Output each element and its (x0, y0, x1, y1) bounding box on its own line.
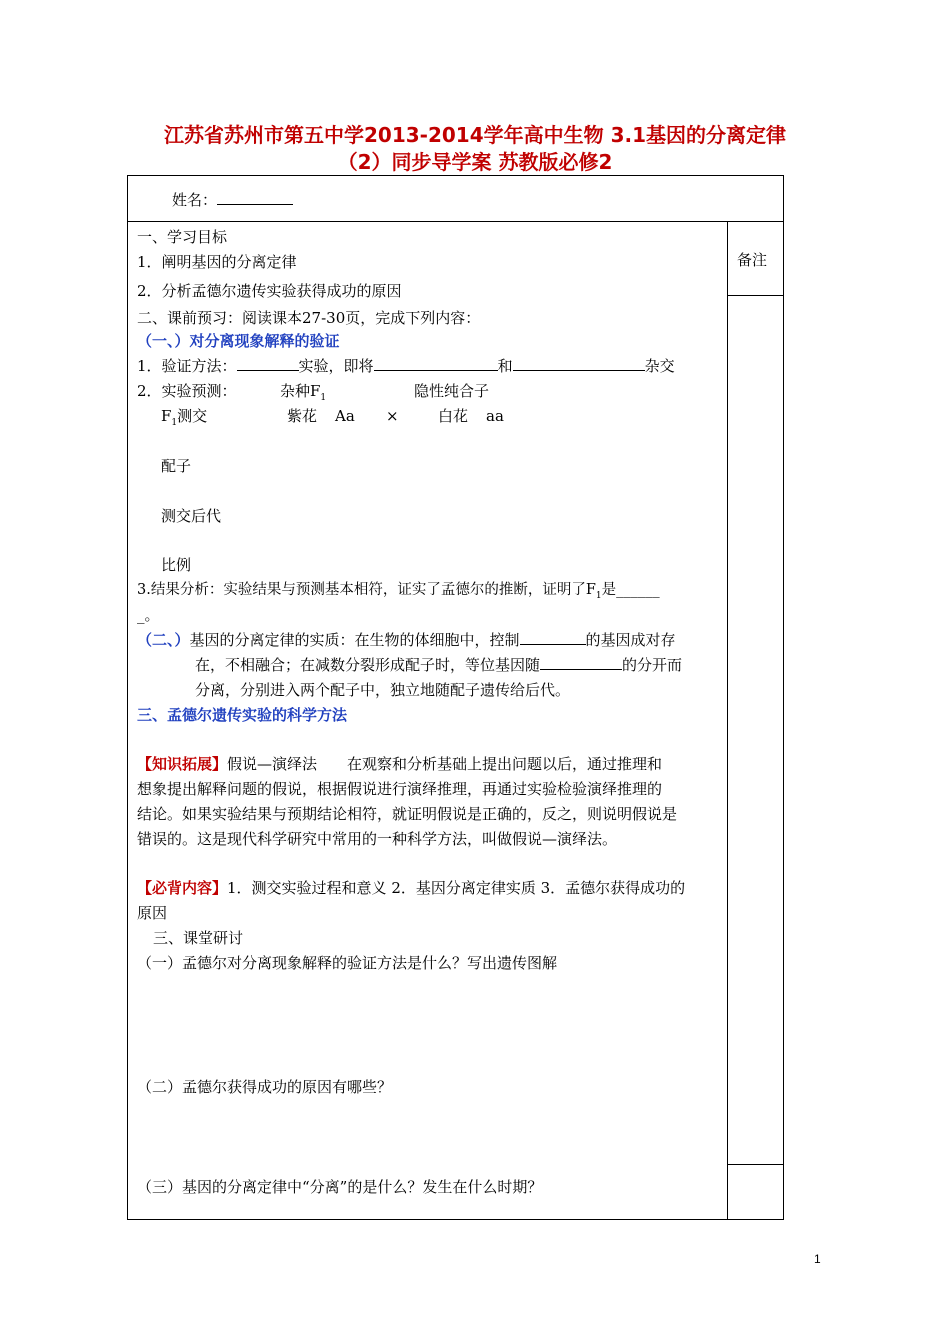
must-memorize-label: 【必背内容】 (137, 879, 228, 897)
extension-label: 【知识拓展】 (137, 755, 228, 773)
extension-line-1 (137, 754, 662, 774)
essence-line-1 (137, 630, 676, 650)
question-2: （二）孟德尔获得成功的原因有哪些？ (137, 1078, 393, 1096)
must-memorize-line-1 (137, 878, 685, 898)
section-discussion-heading: 三、课堂研讨 (153, 929, 244, 947)
extension-line-2: 想象提出解释问题的假说，根据假说进行演绎推理，再通过实验检验演绎推理的 (137, 780, 663, 798)
essence-text-4: 的分开而 (622, 656, 683, 674)
objective-2: 2．分析孟德尔遗传实验获得成功的原因 (137, 282, 402, 300)
gamete-label: 配子 (161, 457, 192, 475)
extension-line-3: 结论。如果实验结果与预期结论相符，就证明假说是正确的，反之，则说明假说是 (137, 805, 678, 823)
remarks-label: 备注 (737, 251, 768, 269)
remarks-bottom-cell (727, 1164, 784, 1220)
cross-genotype-aa-lower: aa (486, 407, 504, 425)
name-label: 姓名： (172, 191, 218, 209)
cross-times-symbol: × (386, 407, 399, 425)
verify-method-line (137, 356, 675, 376)
objective-1: 1．阐明基因的分离定律 (137, 253, 297, 271)
must-memorize-line-2: 原因 (137, 904, 168, 922)
blank-separation (540, 655, 622, 670)
document-title-line1: 江苏省苏州市第五中学2013-2014学年高中生物 3.1基因的分离定律 (163, 123, 787, 147)
cross-f1: $F_1$测交 (161, 407, 208, 428)
ratio-label: 比例 (161, 556, 192, 574)
blank-control (520, 630, 586, 645)
essence-text-3: 在，不相融合；在减数分裂形成配子时，等位基因随 (195, 656, 541, 674)
offspring-label: 测交后代 (161, 507, 222, 525)
result-analysis-end: _。 (137, 606, 160, 624)
extension-text-1: 假说—演绎法 在观察和分析基础上提出问题以后，通过推理和 (227, 755, 663, 773)
must-memorize-text-1: 1．测交实验过程和意义 2．基因分离定律实质 3．孟德尔获得成功的 (227, 879, 686, 897)
cross-purple: 紫花 (287, 407, 318, 425)
blank-parent-2 (513, 356, 645, 371)
essence-text-1: 基因的分离定律的实质：在生物的体细胞中，控制 (189, 631, 520, 649)
subsection-essence-marker: （二、） (137, 631, 190, 649)
predict-label: 2．实验预测： (137, 382, 237, 400)
blank-parent-1 (374, 356, 498, 371)
remarks-column (727, 221, 784, 1220)
document-title-line2: （2）同步导学案 苏教版必修2 (337, 150, 613, 174)
extension-line-4: 错误的。这是现代科学研究中常用的一种科学方法，叫做假说—演绎法。 (137, 830, 618, 848)
essence-text-2: 的基因成对存 (585, 631, 676, 649)
verify-text-3: 杂交 (644, 357, 675, 375)
cross-testcross-text: 测交 (177, 407, 208, 425)
cross-genotype-aa-upper: Aa (335, 407, 355, 425)
result-analysis-text: 3.结果分析：实验结果与预测基本相符，证实了孟德尔的推断，证明了F (137, 582, 596, 598)
result-analysis-blank: 是______ (601, 582, 660, 598)
cross-white: 白花 (438, 407, 469, 425)
result-analysis-line: 3.结果分析：实验结果与预测基本相符，证实了孟德尔的推断，证明了$F_1$是______ (137, 582, 660, 601)
cross-f1-text: F (161, 407, 172, 425)
section-preview-heading: 二、课前预习：阅读课本27-30页，完成下列内容： (137, 309, 481, 327)
predict-recessive: 隐性纯合子 (414, 382, 490, 400)
question-1: （一）孟德尔对分离现象解释的验证方法是什么？写出遗传图解 (137, 954, 558, 972)
predict-hybrid-text: 杂种F (280, 382, 321, 400)
essence-line-2 (195, 655, 682, 675)
question-3: （三）基因的分离定律中“分离”的是什么？发生在什么时期？ (137, 1178, 543, 1196)
verify-method-label: 1．验证方法： (137, 357, 237, 375)
blank-method (237, 356, 299, 371)
section-method-heading: 三、孟德尔遗传实验的科学方法 (137, 706, 348, 724)
verify-text-1: 实验，即将 (298, 357, 374, 375)
name-field (172, 190, 293, 210)
page-number: 1 (814, 1252, 821, 1266)
name-blank (217, 190, 293, 205)
essence-line-3: 分离，分别进入两个配子中，独立地随配子遗传给后代。 (195, 681, 571, 699)
section-objectives-heading: 一、学习目标 (137, 228, 228, 246)
verify-text-2: 和 (497, 357, 513, 375)
predict-hybrid: 杂种$F_1$ (280, 382, 327, 403)
subsection-verification: （一、）对分离现象解释的验证 (137, 332, 340, 350)
